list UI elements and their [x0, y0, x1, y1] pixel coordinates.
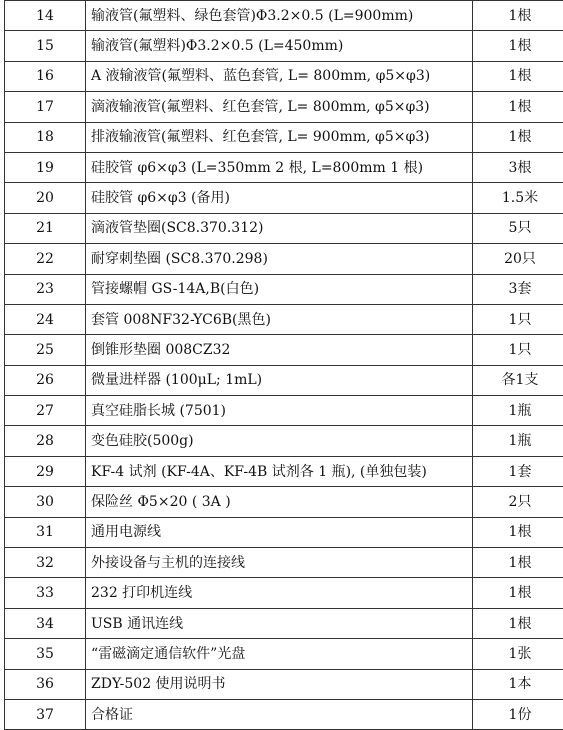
- row-number: 33: [5, 578, 86, 608]
- item-quantity: 1只: [473, 335, 563, 365]
- table-row: [5, 31, 563, 61]
- table-row: [5, 92, 563, 122]
- table-row: [5, 213, 563, 243]
- item-name: 通用电源线: [86, 517, 473, 547]
- row-number: 26: [5, 365, 86, 395]
- table-row: [5, 335, 563, 365]
- item-quantity: 3根: [473, 152, 563, 182]
- table-row: [5, 183, 563, 213]
- table-row: [5, 122, 563, 152]
- item-name: 变色硅胶(500g): [86, 426, 473, 456]
- item-quantity: 1.5米: [473, 183, 563, 213]
- item-name: 232 打印机连线: [86, 578, 473, 608]
- table-row: [5, 244, 563, 274]
- row-number: 24: [5, 304, 86, 334]
- row-number: 14: [5, 1, 86, 31]
- item-quantity: 1只: [473, 304, 563, 334]
- row-number: 37: [5, 699, 86, 729]
- item-name: A 液输液管(氟塑料、蓝色套管, L= 800mm, φ5×φ3): [86, 61, 473, 91]
- row-number: 27: [5, 396, 86, 426]
- table-row: [5, 487, 563, 517]
- row-number: 32: [5, 548, 86, 578]
- table-row: [5, 274, 563, 304]
- item-quantity: 5只: [473, 213, 563, 243]
- row-number: 25: [5, 335, 86, 365]
- item-quantity: 1根: [473, 61, 563, 91]
- row-number: 22: [5, 244, 86, 274]
- item-name: 输液管(氟塑料)Φ3.2×0.5 (L=450mm): [86, 31, 473, 61]
- item-name: ZDY-502 使用说明书: [86, 669, 473, 699]
- parts-list-body: [5, 1, 563, 730]
- item-quantity: 2只: [473, 487, 563, 517]
- item-quantity: 1套: [473, 456, 563, 486]
- item-quantity: 1根: [473, 608, 563, 638]
- row-number: 17: [5, 92, 86, 122]
- row-number: 30: [5, 487, 86, 517]
- table-row: [5, 548, 563, 578]
- item-quantity: 1根: [473, 31, 563, 61]
- table-row: [5, 608, 563, 638]
- row-number: 19: [5, 152, 86, 182]
- item-name: 管接螺帽 GS-14A,B(白色): [86, 274, 473, 304]
- table-row: [5, 639, 563, 669]
- item-quantity: 1份: [473, 699, 563, 729]
- item-name: 真空硅脂长城 (7501): [86, 396, 473, 426]
- item-name: 硅胶管 φ6×φ3 (备用): [86, 183, 473, 213]
- row-number: 31: [5, 517, 86, 547]
- item-name: 硅胶管 φ6×φ3 (L=350mm 2 根, L=800mm 1 根): [86, 152, 473, 182]
- table-row: [5, 365, 563, 395]
- table-row: [5, 304, 563, 334]
- item-quantity: 1本: [473, 669, 563, 699]
- item-name: 倒锥形垫圈 008CZ32: [86, 335, 473, 365]
- item-quantity: 20只: [473, 244, 563, 274]
- row-number: 15: [5, 31, 86, 61]
- item-quantity: 1瓶: [473, 426, 563, 456]
- item-name: 套管 008NF32-YC6B(黑色): [86, 304, 473, 334]
- item-quantity: 1根: [473, 517, 563, 547]
- item-name: 排液输液管(氟塑料、红色套管, L= 900mm, φ5×φ3): [86, 122, 473, 152]
- parts-list-table: [4, 0, 563, 730]
- item-name: 滴液管垫圈(SC8.370.312): [86, 213, 473, 243]
- item-quantity: 1根: [473, 92, 563, 122]
- item-name: 保险丝 Φ5×20 ( 3A ): [86, 487, 473, 517]
- table-row: [5, 1, 563, 31]
- item-name: 输液管(氟塑料、绿色套管)Φ3.2×0.5 (L=900mm): [86, 1, 473, 31]
- table-row: [5, 426, 563, 456]
- item-name: 合格证: [86, 699, 473, 729]
- item-quantity: 1根: [473, 548, 563, 578]
- table-row: [5, 669, 563, 699]
- table-row: [5, 396, 563, 426]
- table-row: [5, 152, 563, 182]
- item-quantity: 1瓶: [473, 396, 563, 426]
- table-row: [5, 699, 563, 729]
- row-number: 16: [5, 61, 86, 91]
- item-quantity: 各1支: [473, 365, 563, 395]
- row-number: 18: [5, 122, 86, 152]
- item-quantity: 1根: [473, 1, 563, 31]
- item-quantity: 1根: [473, 122, 563, 152]
- row-number: 34: [5, 608, 86, 638]
- item-name: 外接设备与主机的连接线: [86, 548, 473, 578]
- row-number: 35: [5, 639, 86, 669]
- row-number: 36: [5, 669, 86, 699]
- item-quantity: 1根: [473, 578, 563, 608]
- row-number: 21: [5, 213, 86, 243]
- row-number: 28: [5, 426, 86, 456]
- item-name: “雷磁滴定通信软件”光盘: [86, 639, 473, 669]
- item-name: USB 通讯连线: [86, 608, 473, 638]
- item-name: 微量进样器 (100μL; 1mL): [86, 365, 473, 395]
- item-quantity: 3套: [473, 274, 563, 304]
- table-row: [5, 456, 563, 486]
- table-row: [5, 517, 563, 547]
- item-name: 滴液输液管(氟塑料、红色套管, L= 800mm, φ5×φ3): [86, 92, 473, 122]
- item-name: KF-4 试剂 (KF-4A、KF-4B 试剂各 1 瓶), (单独包装): [86, 456, 473, 486]
- table-row: [5, 578, 563, 608]
- item-quantity: 1张: [473, 639, 563, 669]
- table-row: [5, 61, 563, 91]
- item-name: 耐穿刺垫圈 (SC8.370.298): [86, 244, 473, 274]
- row-number: 20: [5, 183, 86, 213]
- row-number: 23: [5, 274, 86, 304]
- row-number: 29: [5, 456, 86, 486]
